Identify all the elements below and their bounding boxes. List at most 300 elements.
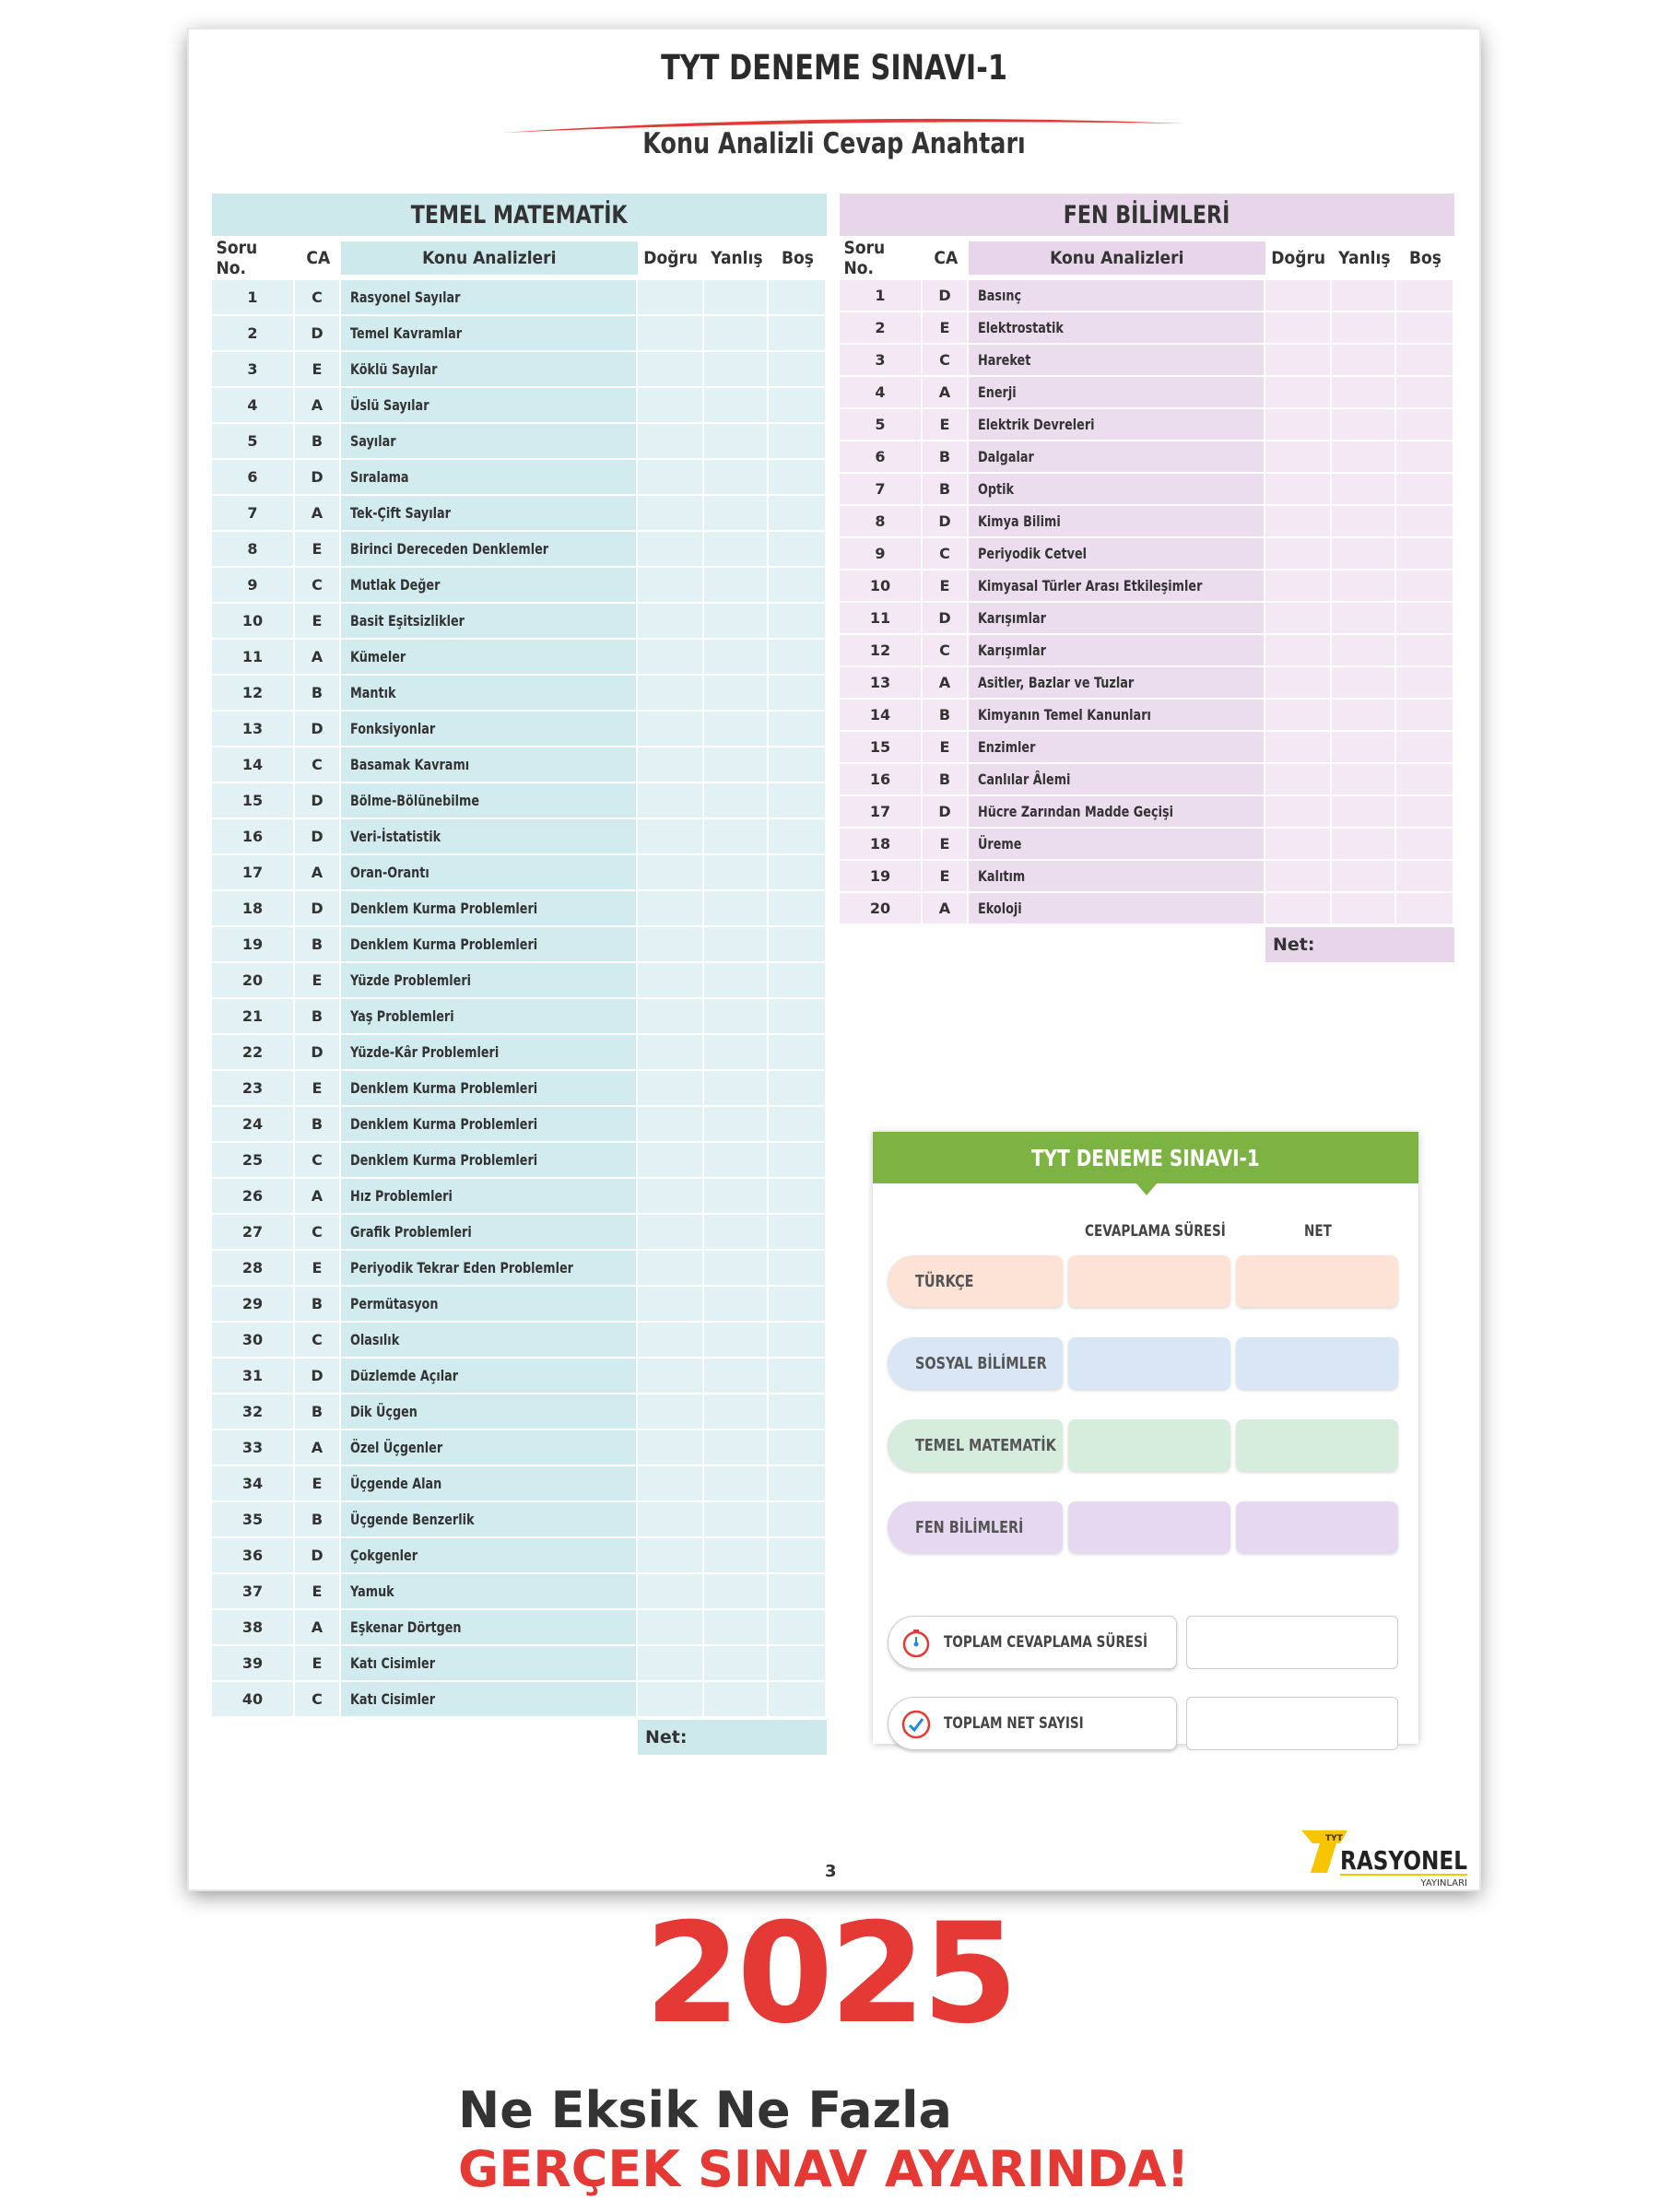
bos-cell[interactable] [1396, 667, 1454, 700]
bos-cell[interactable] [769, 1323, 827, 1359]
col-dogru: Doğru [1271, 248, 1326, 268]
topic-label: Elektrostatik [969, 312, 1265, 345]
dogru-cell[interactable] [1265, 312, 1332, 345]
bos-cell[interactable] [769, 1430, 827, 1466]
bos-cell[interactable] [769, 1574, 827, 1610]
question-number: 1 [840, 280, 923, 312]
dogru-cell[interactable] [638, 1574, 704, 1610]
yanlis-cell[interactable] [704, 891, 769, 927]
page-number: 3 [825, 1862, 837, 1881]
topic-label: Grafik Problemleri [341, 1215, 638, 1251]
topic-label: Denklem Kurma Problemleri [341, 1071, 638, 1107]
dogru-cell[interactable] [638, 280, 704, 316]
yanlis-cell[interactable] [704, 1143, 769, 1179]
dogru-cell[interactable] [638, 1323, 704, 1359]
yanlis-cell[interactable] [1332, 700, 1396, 732]
correct-answer: A [295, 1610, 341, 1646]
yanlis-cell[interactable] [704, 1646, 769, 1682]
question-number: 23 [212, 1071, 295, 1107]
yanlis-cell[interactable] [704, 1502, 769, 1538]
bos-cell[interactable] [769, 388, 827, 424]
bos-cell[interactable] [1396, 796, 1454, 829]
topic-label: Mutlak Değer [341, 568, 638, 604]
correct-answer: E [295, 1646, 341, 1682]
dogru-cell[interactable] [638, 1646, 704, 1682]
bos-cell[interactable] [769, 352, 827, 388]
bos-cell[interactable] [769, 1359, 827, 1394]
yanlis-cell[interactable] [1332, 280, 1396, 312]
table-row [212, 1610, 827, 1646]
table-row [212, 1287, 827, 1323]
subject-matematik: TEMEL MATEMATİK [888, 1419, 1063, 1471]
dogru-cell[interactable] [638, 352, 704, 388]
bos-cell[interactable] [769, 712, 827, 747]
table-row [212, 496, 827, 532]
yanlis-cell[interactable] [704, 604, 769, 640]
dogru-cell[interactable] [638, 1035, 704, 1071]
correct-answer: A [295, 388, 341, 424]
yanlis-cell[interactable] [704, 1035, 769, 1071]
yanlis-cell[interactable] [1332, 441, 1396, 474]
yanlis-cell[interactable] [704, 1179, 769, 1215]
yanlis-cell[interactable] [704, 963, 769, 999]
dogru-cell[interactable] [638, 1215, 704, 1251]
bos-cell[interactable] [769, 1682, 827, 1718]
dogru-cell[interactable] [1265, 409, 1332, 441]
table-row [212, 963, 827, 999]
question-number: 29 [212, 1287, 295, 1323]
question-number: 14 [212, 747, 295, 783]
bos-cell[interactable] [769, 927, 827, 963]
yanlis-cell[interactable] [1332, 764, 1396, 796]
correct-answer: B [295, 1287, 341, 1323]
question-number: 3 [212, 352, 295, 388]
dogru-cell[interactable] [1265, 635, 1332, 667]
dogru-cell[interactable] [638, 1502, 704, 1538]
topic-label: Dalgalar [969, 441, 1265, 474]
dogru-cell[interactable] [1265, 538, 1332, 571]
yanlis-cell[interactable] [1332, 796, 1396, 829]
question-number: 5 [212, 424, 295, 460]
bos-cell[interactable] [769, 496, 827, 532]
bos-cell[interactable] [1396, 538, 1454, 571]
bos-cell[interactable] [769, 424, 827, 460]
table-row [840, 667, 1454, 700]
yanlis-cell[interactable] [1332, 893, 1396, 925]
topic-label: Üslü Sayılar [341, 388, 638, 424]
dogru-cell[interactable] [1265, 603, 1332, 635]
col-soru-no: Soru No. [216, 238, 258, 278]
yanlis-cell[interactable] [704, 747, 769, 783]
yanlis-cell[interactable] [1332, 667, 1396, 700]
yanlis-cell[interactable] [704, 1394, 769, 1430]
bos-cell[interactable] [769, 1394, 827, 1430]
yanlis-cell[interactable] [704, 532, 769, 568]
dogru-cell[interactable] [638, 1179, 704, 1215]
dogru-cell[interactable] [638, 963, 704, 999]
topic-label: Yüzde Problemleri [341, 963, 638, 999]
correct-answer: A [295, 855, 341, 891]
topic-label: Denklem Kurma Problemleri [341, 927, 638, 963]
bos-cell[interactable] [1396, 764, 1454, 796]
question-number: 11 [840, 603, 923, 635]
bos-cell[interactable] [1396, 732, 1454, 764]
correct-answer: B [295, 1107, 341, 1143]
table-row [840, 893, 1454, 925]
dogru-cell[interactable] [638, 1466, 704, 1502]
yanlis-cell[interactable] [704, 496, 769, 532]
bos-cell[interactable] [769, 999, 827, 1035]
matematik-net-field[interactable] [1236, 1419, 1398, 1471]
fen-bilimleri-table [840, 194, 1454, 955]
question-number: 37 [212, 1574, 295, 1610]
question-number: 13 [840, 667, 923, 700]
table-header [840, 238, 1454, 278]
dogru-cell[interactable] [1265, 506, 1332, 538]
yanlis-cell[interactable] [704, 460, 769, 496]
correct-answer: E [295, 1574, 341, 1610]
bos-cell[interactable] [769, 963, 827, 999]
dogru-cell[interactable] [1265, 474, 1332, 506]
dogru-cell[interactable] [638, 999, 704, 1035]
dogru-cell[interactable] [638, 496, 704, 532]
question-number: 30 [212, 1323, 295, 1359]
dogru-cell[interactable] [638, 388, 704, 424]
topic-label: Tek-Çift Sayılar [341, 496, 638, 532]
bos-cell[interactable] [1396, 474, 1454, 506]
dogru-cell[interactable] [1265, 732, 1332, 764]
dogru-cell[interactable] [1265, 441, 1332, 474]
dogru-cell[interactable] [638, 1538, 704, 1574]
bos-cell[interactable] [1396, 635, 1454, 667]
bos-cell[interactable] [769, 568, 827, 604]
yanlis-cell[interactable] [704, 640, 769, 676]
yanlis-cell[interactable] [1332, 377, 1396, 409]
fen-bilimleri-title: FEN BİLİMLERİ [840, 194, 1454, 236]
correct-answer: C [923, 345, 969, 377]
dogru-cell[interactable] [1265, 700, 1332, 732]
question-number: 34 [212, 1466, 295, 1502]
bos-cell[interactable] [769, 1215, 827, 1251]
bos-cell[interactable] [1396, 312, 1454, 345]
dogru-cell[interactable] [638, 1682, 704, 1718]
bos-cell[interactable] [769, 1107, 827, 1143]
bos-cell[interactable] [769, 1035, 827, 1071]
yanlis-cell[interactable] [704, 1359, 769, 1394]
dogru-cell[interactable] [638, 316, 704, 352]
dogru-cell[interactable] [638, 891, 704, 927]
total-net-field[interactable] [1186, 1697, 1398, 1750]
dogru-cell[interactable] [638, 1394, 704, 1430]
topic-label: Yamuk [341, 1574, 638, 1610]
bos-cell[interactable] [769, 1179, 827, 1215]
bos-cell[interactable] [1396, 700, 1454, 732]
question-number: 7 [840, 474, 923, 506]
correct-answer: D [295, 1359, 341, 1394]
bos-cell[interactable] [769, 783, 827, 819]
dogru-cell[interactable] [1265, 377, 1332, 409]
question-number: 17 [212, 855, 295, 891]
turkce-sure-field[interactable] [1068, 1255, 1230, 1307]
table-row [212, 1646, 827, 1682]
table-body [212, 280, 827, 1718]
total-time-field[interactable] [1186, 1616, 1398, 1669]
bos-cell[interactable] [1396, 603, 1454, 635]
sosyal-net-field[interactable] [1236, 1337, 1398, 1389]
dogru-cell[interactable] [1265, 796, 1332, 829]
question-number: 15 [212, 783, 295, 819]
yanlis-cell[interactable] [704, 1215, 769, 1251]
topic-label: Ekoloji [969, 893, 1265, 925]
yanlis-cell[interactable] [1332, 571, 1396, 603]
dogru-cell[interactable] [638, 1359, 704, 1394]
correct-answer: B [923, 700, 969, 732]
bos-cell[interactable] [769, 460, 827, 496]
dogru-cell[interactable] [638, 604, 704, 640]
dogru-cell[interactable] [638, 1107, 704, 1143]
yanlis-cell[interactable] [1332, 732, 1396, 764]
net-field[interactable]: Net: [1265, 927, 1454, 962]
question-number: 10 [840, 571, 923, 603]
correct-answer: C [295, 1143, 341, 1179]
bos-cell[interactable] [769, 280, 827, 316]
correct-answer: C [295, 280, 341, 316]
correct-answer: E [923, 829, 969, 861]
question-number: 5 [840, 409, 923, 441]
yanlis-cell[interactable] [704, 352, 769, 388]
dogru-cell[interactable] [638, 1430, 704, 1466]
dogru-cell[interactable] [638, 783, 704, 819]
question-number: 16 [212, 819, 295, 855]
question-number: 18 [212, 891, 295, 927]
bos-cell[interactable] [1396, 829, 1454, 861]
correct-answer: A [923, 893, 969, 925]
bos-cell[interactable] [1396, 345, 1454, 377]
table-row [212, 424, 827, 460]
yanlis-cell[interactable] [1332, 635, 1396, 667]
bos-cell[interactable] [769, 532, 827, 568]
bos-cell[interactable] [1396, 506, 1454, 538]
correct-answer: C [295, 568, 341, 604]
dogru-cell[interactable] [638, 568, 704, 604]
dogru-cell[interactable] [638, 855, 704, 891]
correct-answer: B [295, 999, 341, 1035]
bos-cell[interactable] [769, 747, 827, 783]
yanlis-cell[interactable] [704, 1071, 769, 1107]
yanlis-cell[interactable] [1332, 603, 1396, 635]
topic-label: Kimyasal Türler Arası Etkileşimler [969, 571, 1265, 603]
dogru-cell[interactable] [638, 676, 704, 712]
bos-cell[interactable] [769, 316, 827, 352]
col-net: NET [1304, 1222, 1332, 1241]
yanlis-cell[interactable] [704, 999, 769, 1035]
yanlis-cell[interactable] [704, 712, 769, 747]
bos-cell[interactable] [769, 1502, 827, 1538]
yanlis-cell[interactable] [1332, 409, 1396, 441]
topic-label: Periyodik Cetvel [969, 538, 1265, 571]
bos-cell[interactable] [769, 1538, 827, 1574]
yanlis-cell[interactable] [704, 819, 769, 855]
fen-net-field[interactable] [1236, 1501, 1398, 1553]
dogru-cell[interactable] [638, 1287, 704, 1323]
topic-label: Permütasyon [341, 1287, 638, 1323]
question-number: 24 [212, 1107, 295, 1143]
dogru-cell[interactable] [1265, 571, 1332, 603]
col-cevaplama-suresi: CEVAPLAMA SÜRESİ [1085, 1222, 1226, 1241]
dogru-cell[interactable] [638, 532, 704, 568]
question-number: 21 [212, 999, 295, 1035]
topic-label: Kalıtım [969, 861, 1265, 893]
topic-label: Üçgende Alan [341, 1466, 638, 1502]
topic-label: Denklem Kurma Problemleri [341, 1107, 638, 1143]
yanlis-cell[interactable] [704, 388, 769, 424]
correct-answer: E [295, 532, 341, 568]
topic-label: Denklem Kurma Problemleri [341, 1143, 638, 1179]
dogru-cell[interactable] [638, 1071, 704, 1107]
yanlis-cell[interactable] [704, 1682, 769, 1718]
topic-label: Enzimler [969, 732, 1265, 764]
bos-cell[interactable] [1396, 377, 1454, 409]
topic-label: Katı Cisimler [341, 1646, 638, 1682]
yanlis-cell[interactable] [704, 1251, 769, 1287]
yanlis-cell[interactable] [1332, 506, 1396, 538]
yanlis-cell[interactable] [1332, 829, 1396, 861]
question-number: 13 [212, 712, 295, 747]
correct-answer: A [295, 1430, 341, 1466]
topic-label: Olasılık [341, 1323, 638, 1359]
correct-answer: E [295, 1466, 341, 1502]
dogru-cell[interactable] [1265, 345, 1332, 377]
yanlis-cell[interactable] [704, 1610, 769, 1646]
yanlis-cell[interactable] [704, 280, 769, 316]
sosyal-sure-field[interactable] [1068, 1337, 1230, 1389]
net-field[interactable]: Net: [638, 1720, 827, 1755]
fen-sure-field[interactable] [1068, 1501, 1230, 1553]
rasyonel-logo [1300, 1825, 1470, 1889]
question-number: 4 [840, 377, 923, 409]
bos-cell[interactable] [769, 1610, 827, 1646]
dogru-cell[interactable] [1265, 829, 1332, 861]
bos-cell[interactable] [769, 604, 827, 640]
correct-answer: A [923, 667, 969, 700]
bos-cell[interactable] [769, 1251, 827, 1287]
yanlis-cell[interactable] [1332, 474, 1396, 506]
table-row [840, 861, 1454, 893]
yanlis-cell[interactable] [704, 1430, 769, 1466]
table-row [840, 474, 1454, 506]
topic-label: Birinci Dereceden Denklemler [341, 532, 638, 568]
bos-cell[interactable] [769, 819, 827, 855]
yanlis-cell[interactable] [1332, 345, 1396, 377]
question-number: 36 [212, 1538, 295, 1574]
table-row [212, 604, 827, 640]
bos-cell[interactable] [1396, 861, 1454, 893]
matematik-sure-field[interactable] [1068, 1419, 1230, 1471]
dogru-cell[interactable] [638, 927, 704, 963]
yanlis-cell[interactable] [704, 1323, 769, 1359]
question-number: 6 [212, 460, 295, 496]
dogru-cell[interactable] [1265, 667, 1332, 700]
bos-cell[interactable] [769, 891, 827, 927]
yanlis-cell[interactable] [704, 927, 769, 963]
question-number: 22 [212, 1035, 295, 1071]
dogru-cell[interactable] [638, 1251, 704, 1287]
yanlis-cell[interactable] [1332, 312, 1396, 345]
table-row [212, 388, 827, 424]
bos-cell[interactable] [1396, 280, 1454, 312]
dogru-cell[interactable] [638, 1143, 704, 1179]
topic-label: Enerji [969, 377, 1265, 409]
dogru-cell[interactable] [638, 424, 704, 460]
yanlis-cell[interactable] [704, 676, 769, 712]
bos-cell[interactable] [769, 1646, 827, 1682]
yanlis-cell[interactable] [1332, 861, 1396, 893]
topic-label: Sıralama [341, 460, 638, 496]
bos-cell[interactable] [1396, 893, 1454, 925]
correct-answer: D [295, 891, 341, 927]
question-number: 40 [212, 1682, 295, 1718]
stopwatch-icon [901, 1629, 931, 1658]
dogru-cell[interactable] [638, 819, 704, 855]
yanlis-cell[interactable] [704, 1466, 769, 1502]
bos-cell[interactable] [1396, 441, 1454, 474]
table-row [212, 1538, 827, 1574]
table-row [212, 1107, 827, 1143]
col-konu: Konu Analizleri [341, 241, 638, 275]
dogru-cell[interactable] [1265, 893, 1332, 925]
yanlis-cell[interactable] [704, 855, 769, 891]
yanlis-cell[interactable] [704, 1574, 769, 1610]
yanlis-cell[interactable] [704, 568, 769, 604]
dogru-cell[interactable] [1265, 861, 1332, 893]
correct-answer: D [295, 783, 341, 819]
dogru-cell[interactable] [638, 747, 704, 783]
question-number: 14 [840, 700, 923, 732]
dogru-cell[interactable] [638, 460, 704, 496]
dogru-cell[interactable] [1265, 764, 1332, 796]
dogru-cell[interactable] [638, 712, 704, 747]
table-row [212, 1394, 827, 1430]
dogru-cell[interactable] [638, 640, 704, 676]
bos-cell[interactable] [769, 640, 827, 676]
table-row [840, 700, 1454, 732]
question-number: 15 [840, 732, 923, 764]
bos-cell[interactable] [1396, 571, 1454, 603]
bos-cell[interactable] [769, 1071, 827, 1107]
bos-cell[interactable] [1396, 409, 1454, 441]
yanlis-cell[interactable] [704, 1287, 769, 1323]
question-number: 12 [212, 676, 295, 712]
bos-cell[interactable] [769, 1287, 827, 1323]
topic-label: Sayılar [341, 424, 638, 460]
yanlis-cell[interactable] [704, 424, 769, 460]
bos-cell[interactable] [769, 676, 827, 712]
yanlis-cell[interactable] [704, 316, 769, 352]
bos-cell[interactable] [769, 1143, 827, 1179]
bos-cell[interactable] [769, 1466, 827, 1502]
yanlis-cell[interactable] [1332, 538, 1396, 571]
correct-answer: C [923, 538, 969, 571]
yanlis-cell[interactable] [704, 1107, 769, 1143]
dogru-cell[interactable] [1265, 280, 1332, 312]
yanlis-cell[interactable] [704, 1538, 769, 1574]
dogru-cell[interactable] [638, 1610, 704, 1646]
turkce-net-field[interactable] [1236, 1255, 1398, 1307]
yanlis-cell[interactable] [704, 783, 769, 819]
bos-cell[interactable] [769, 855, 827, 891]
page-title: TYT DENEME SINAVI-1 [661, 48, 1007, 88]
correct-answer: B [295, 1394, 341, 1430]
